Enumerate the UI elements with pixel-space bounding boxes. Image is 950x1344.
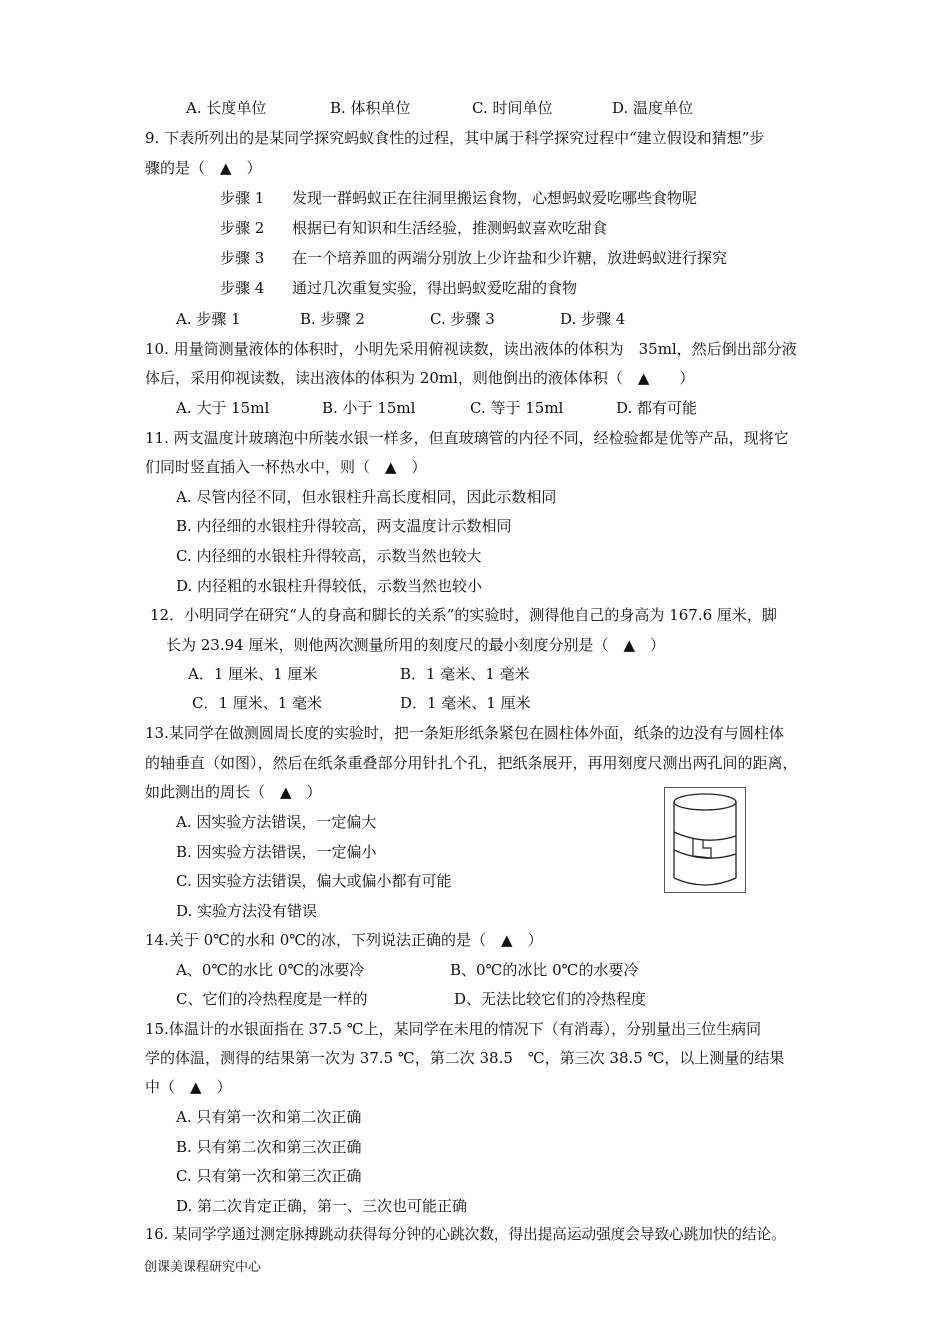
- q16-stem-line-1: 16. 某同学学通过测定脉搏跳动获得每分钟的心跳次数，得出提高运动强度会导致心跳加快的结论。: [145, 1226, 786, 1243]
- q10-option-a: A. 大于 15ml: [176, 399, 270, 417]
- q9-step-4-text: 通过几次重复实验，得出蚂蚁爱吃甜的食物: [292, 279, 578, 297]
- q9-stem-line-2: 骤的是（ ▲ ）: [145, 159, 262, 177]
- cylinder-figure: [664, 787, 746, 893]
- q12-option-d: D．1 毫米、1 厘米: [400, 694, 531, 712]
- q15-stem-line-2: 学的体温，测得的结果第一次为 37.5 ℃，第二次 38.5 ℃，第三次 38.5 ℃，以上测量的结果: [145, 1049, 785, 1067]
- q15-option-d: D. 第二次肯定正确，第一、三次也可能正确: [176, 1197, 468, 1215]
- q9-step-4-label: 步骤 4: [220, 279, 265, 297]
- q13-stem-line-1: 13.某同学在做测圆周长度的实验时，把一条矩形纸条紧包在圆柱体外面，纸条的边没有与圆柱体: [145, 724, 784, 742]
- q8-option-a: A. 长度单位: [186, 99, 267, 117]
- q13-option-a: A. 因实验方法错误，一定偏大: [176, 813, 377, 831]
- q11-stem-line-1: 11. 两支温度计玻璃泡中所装水银一样多，但直玻璃管的内径不同，经检验都是优等产品，现将它: [145, 429, 789, 447]
- q12-option-a: A．1 厘米、1 厘米: [188, 665, 318, 683]
- q11-option-d: D. 内径粗的水银柱升得较低，示数当然也较小: [176, 577, 483, 595]
- page-footer: 创课美课程研究中心: [144, 1260, 262, 1275]
- q11-option-b: B. 内径细的水银柱升得较高，两支温度计示数相同: [176, 517, 512, 535]
- q13-stem-line-2: 的轴垂直（如图），然后在纸条重叠部分用针扎个孔，把纸条展开，再用刻度尺测出两孔间的距离，: [145, 754, 798, 772]
- q9-option-b: B. 步骤 2: [300, 310, 365, 328]
- q11-option-c: C. 内径细的水银柱升得较高，示数当然也较大: [176, 547, 482, 565]
- q12-stem-line-1: 12．小明同学在研究“人的身高和脚长的关系”的实验时，测得他自己的身高为 167.6 厘米，脚: [150, 606, 777, 624]
- q9-stem-line-1: 9. 下表所列出的是某同学探究蚂蚁食性的过程，其中属于科学探究过程中“建立假设和猜想”步: [145, 129, 765, 147]
- q13-option-d: D. 实验方法没有错误: [176, 902, 318, 920]
- q11-option-a: A. 尽管内径不同，但水银柱升高长度相同，因此示数相同: [176, 488, 557, 506]
- q9-option-c: C. 步骤 3: [430, 310, 495, 328]
- q10-option-b: B. 小于 15ml: [322, 399, 416, 417]
- q8-option-c: C. 时间单位: [472, 99, 553, 117]
- q12-stem-line-2: 长为 23.94 厘米，则他两次测量所用的刻度尺的最小刻度分别是（ ▲ ）: [166, 636, 666, 654]
- q10-option-c: C. 等于 15ml: [470, 399, 564, 417]
- q9-step-3-text: 在一个培养皿的两端分别放上少许盐和少许糖，放进蚂蚁进行探究: [292, 249, 728, 267]
- q9-option-d: D. 步骤 4: [560, 310, 626, 328]
- q13-option-c: C. 因实验方法错误，偏大或偏小都有可能: [176, 872, 452, 890]
- q10-stem-line-1: 10. 用量筒测量液体的体积时，小明先采用俯视读数，读出液体的体积为 35ml，然后倒出部分液: [145, 340, 797, 358]
- q8-option-d: D. 温度单位: [612, 99, 694, 117]
- q8-option-b: B. 体积单位: [330, 99, 411, 117]
- q9-step-3-label: 步骤 3: [220, 249, 265, 267]
- q15-option-b: B. 只有第二次和第三次正确: [176, 1138, 362, 1156]
- q14-option-c: C、它们的冷热程度是一样的: [176, 990, 368, 1008]
- q14-option-a: A、0℃的水比 0℃的冰要冷: [176, 961, 365, 979]
- q13-stem-line-3: 如此测出的周长（ ▲ ）: [145, 783, 322, 801]
- q13-option-b: B. 因实验方法错误，一定偏小: [176, 843, 377, 861]
- q9-step-2-text: 根据已有知识和生活经验，推测蚂蚁喜欢吃甜食: [292, 219, 608, 237]
- q9-option-a: A. 步骤 1: [176, 310, 241, 328]
- q15-stem-line-3: 中（ ▲ ）: [145, 1078, 232, 1096]
- q15-stem-line-1: 15.体温计的水银面指在 37.5 ℃上，某同学在未甩的情况下（有消毒），分别量出三位生病同: [145, 1020, 762, 1038]
- q9-step-2-label: 步骤 2: [220, 219, 265, 237]
- q15-option-a: A. 只有第一次和第二次正确: [176, 1108, 362, 1126]
- q11-stem-line-2: 们同时竖直插入一杯热水中，则（ ▲ ）: [145, 458, 427, 476]
- q9-step-1-text: 发现一群蚂蚁正在往洞里搬运食物，心想蚂蚁爱吃哪些食物呢: [292, 189, 698, 207]
- q15-option-c: C. 只有第一次和第三次正确: [176, 1167, 362, 1185]
- q10-stem-line-2: 体后，采用仰视读数，读出液体的体积为 20ml，则他倒出的液体体积（ ▲ ）: [145, 369, 695, 387]
- q9-step-1-label: 步骤 1: [220, 189, 265, 207]
- q12-option-b: B．1 毫米、1 毫米: [400, 665, 530, 683]
- q14-option-d: D、无法比较它们的冷热程度: [454, 990, 647, 1008]
- q12-option-c: C．1 厘米、1 毫米: [192, 694, 323, 712]
- cylinder-illustration: [665, 788, 745, 892]
- q14-stem-line-1: 14.关于 0℃的水和 0℃的冰，下列说法正确的是（ ▲ ）: [145, 931, 543, 949]
- q14-option-b: B、0℃的冰比 0℃的水要冷: [450, 961, 639, 979]
- q10-option-d: D. 都有可能: [616, 399, 698, 417]
